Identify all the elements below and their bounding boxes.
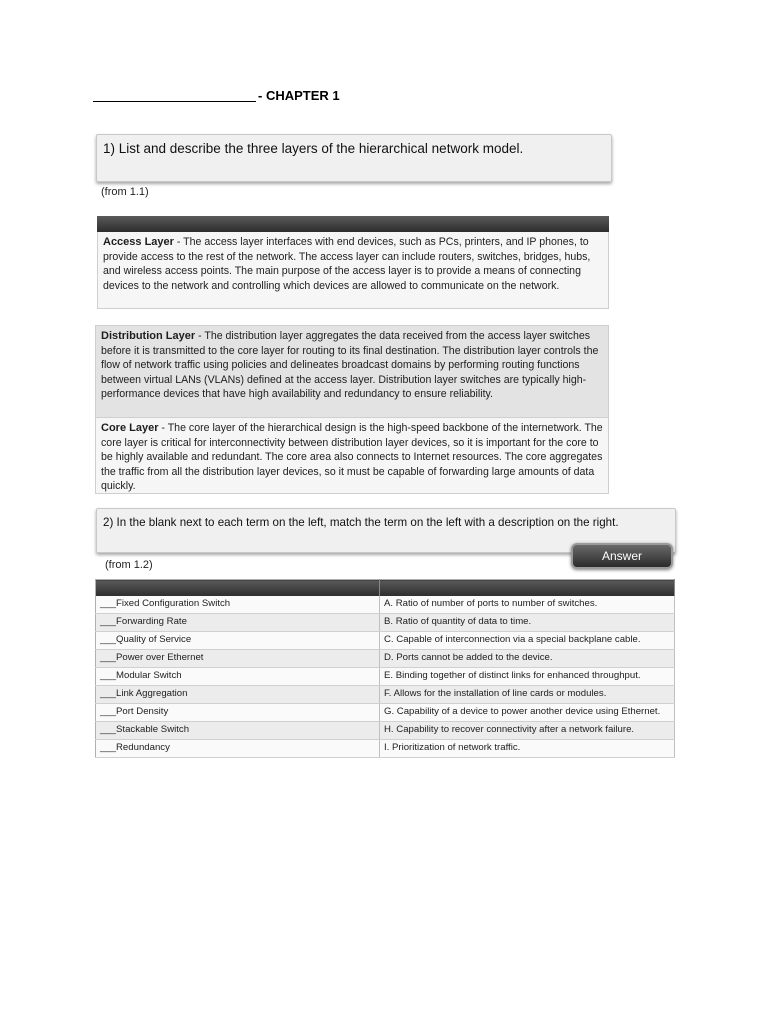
distribution-layer-block xyxy=(95,325,609,418)
term-cell: ___Redundancy xyxy=(96,740,380,758)
term-cell: ___Quality of Service xyxy=(96,632,380,650)
term-cell: ___Power over Ethernet xyxy=(96,650,380,668)
term-cell: ___Forwarding Rate xyxy=(96,614,380,632)
table-row xyxy=(96,740,675,758)
term-cell: ___Link Aggregation xyxy=(96,686,380,704)
table-row xyxy=(96,632,675,650)
core-layer-block xyxy=(95,418,609,494)
answer1-header-bar xyxy=(97,216,609,232)
chapter-title: - CHAPTER 1 xyxy=(258,88,340,103)
description-cell: C. Capable of interconnection via a special backplane cable. xyxy=(380,632,675,650)
table-row xyxy=(96,614,675,632)
question2-source: (from 1.2) xyxy=(105,559,153,571)
question1-box xyxy=(96,134,612,182)
question1-source: (from 1.1) xyxy=(101,186,149,198)
table-row xyxy=(96,686,675,704)
distribution-layer-name: Distribution Layer xyxy=(101,330,196,342)
description-cell: A. Ratio of number of ports to number of switches. xyxy=(380,596,675,614)
access-layer-block xyxy=(97,232,609,309)
table-row xyxy=(96,596,675,614)
term-cell: ___Modular Switch xyxy=(96,668,380,686)
term-cell: ___Stackable Switch xyxy=(96,722,380,740)
question2-text: 2) In the blank next to each term on the left, match the term on the left with a description on the right. xyxy=(103,516,619,529)
answer-button[interactable]: Answer xyxy=(571,543,673,569)
description-cell: I. Prioritization of network traffic. xyxy=(380,740,675,758)
table-row xyxy=(96,722,675,740)
description-column-header xyxy=(380,580,675,597)
table-row xyxy=(96,650,675,668)
core-layer-description: - The core layer of the hierarchical design is the high-speed backbone of the internetwork. The core layer is critical for interconnectivity between distribution layer devices, so it is important for the core to be highly available and redundant. The core area also connects to Internet resources. The core aggregates the traffic from all the distribution layer devices, so it must be capable of forwarding large amounts of data quickly. xyxy=(101,422,603,493)
matching-table xyxy=(95,579,675,758)
access-layer-description: - The access layer interfaces with end devices, such as PCs, printers, and IP phones, to provide access to the rest of the network. The access layer can include routers, switches, bridges, hubs, and wireless access points. The main purpose of the access layer is to provide a means of connecting devices to the network and controlling which devices are allowed to communicate on the network. xyxy=(103,236,591,292)
term-cell: ___Port Density xyxy=(96,704,380,722)
term-column-header xyxy=(96,580,380,597)
matching-table-header xyxy=(96,580,675,597)
description-cell: E. Binding together of distinct links for enhanced throughput. xyxy=(380,668,675,686)
description-cell: G. Capability of a device to power another device using Ethernet. xyxy=(380,704,675,722)
description-cell: B. Ratio of quantity of data to time. xyxy=(380,614,675,632)
description-cell: H. Capability to recover connectivity after a network failure. xyxy=(380,722,675,740)
term-cell: ___Fixed Configuration Switch xyxy=(96,596,380,614)
access-layer-name: Access Layer xyxy=(103,236,174,248)
chapter-underline xyxy=(93,101,256,102)
table-row xyxy=(96,704,675,722)
question1-text: 1) List and describe the three layers of the hierarchical network model. xyxy=(103,141,524,156)
description-cell: D. Ports cannot be added to the device. xyxy=(380,650,675,668)
distribution-layer-description: - The distribution layer aggregates the data received from the access layer switches before it is transmitted to the core layer for routing to its final destination. The distribution layer controls the flow of network traffic using policies and delineates broadcast domains by performing routing functions between virtual LANs (VLANs) defined at the access layer. Distribution layer switches are typically high-performance devices that have high availability and redundancy to ensure reliability. xyxy=(101,330,599,401)
core-layer-name: Core Layer xyxy=(101,422,159,434)
table-row xyxy=(96,668,675,686)
description-cell: F. Allows for the installation of line cards or modules. xyxy=(380,686,675,704)
